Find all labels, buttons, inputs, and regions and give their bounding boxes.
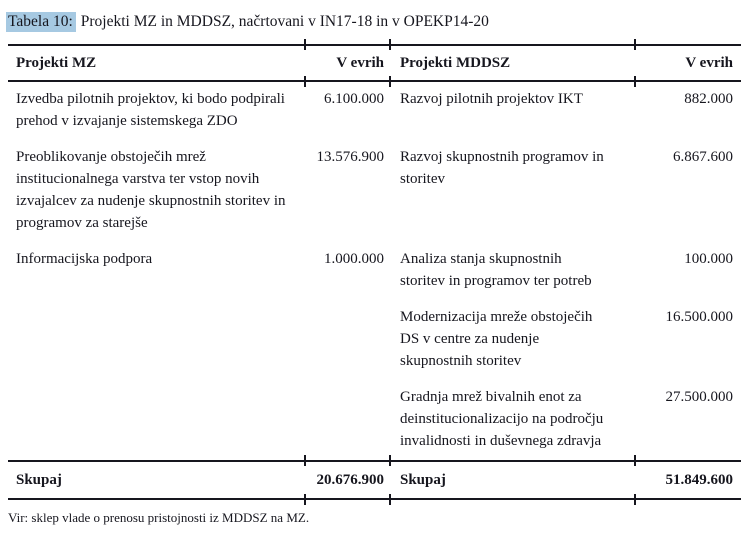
header-row	[8, 45, 741, 81]
cell-mddsz-value: 6.867.600	[673, 149, 733, 165]
table-body	[8, 81, 741, 461]
table-caption	[6, 8, 741, 44]
cell-mz-project: Preoblikovanje obstoječih mrež institucionalnega varstva ter vstop novih izvajalcev za nudenje skupnostnih storitev in programov za starejše	[16, 149, 286, 231]
column-header-projekti-mz: Projekti MZ	[8, 45, 305, 81]
table-row	[8, 140, 741, 242]
cell-mddsz-project: Gradnja mrež bivalnih enot za deinstitucionalizacijo na področju invalidnosti in duševnega zdravja	[400, 389, 604, 449]
table-caption-text: Projekti MZ in MDDSZ, načrtovani v IN17-18 in v OPEKP14-20	[80, 13, 489, 30]
cell-mddsz-value: 16.500.000	[665, 309, 733, 325]
cell-mz-value: 1.000.000	[324, 251, 384, 267]
table-footer	[8, 461, 741, 499]
source-note: Vir: sklep vlade o prenosu pristojnosti iz MDDSZ na MZ.	[8, 510, 310, 525]
column-header-v-evrih-mz: V evrih	[305, 45, 390, 81]
projects-table	[8, 44, 741, 500]
cell-mz-project	[8, 300, 305, 380]
cell-mddsz-value: 27.500.000	[665, 389, 733, 405]
cell-mz-project: Informacijska podpora	[16, 251, 153, 267]
cell-mz-value	[305, 300, 390, 380]
total-value-mddsz: 51.849.600	[635, 461, 741, 499]
total-value-mz: 20.676.900	[305, 461, 390, 499]
cell-mddsz-project: Razvoj skupnostnih programov in storitev	[400, 149, 604, 187]
cell-mz-value: 6.100.000	[324, 91, 384, 107]
cell-mddsz-value: 100.000	[684, 251, 733, 267]
column-header-v-evrih-mddsz: V evrih	[635, 45, 741, 81]
cell-mddsz-project: Modernizacija mreže obstoječih DS v centre za nudenje skupnostnih storitev	[400, 309, 593, 369]
cell-mz-value: 13.576.900	[316, 149, 384, 165]
table-row	[8, 380, 741, 461]
totals-row	[8, 461, 741, 499]
table-row	[8, 242, 741, 300]
cell-mddsz-project: Analiza stanja skupnostnih storitev in programov ter potreb	[400, 251, 592, 289]
cell-mddsz-value: 882.000	[684, 91, 733, 107]
total-label-mddsz: Skupaj	[390, 461, 635, 499]
cell-mz-project: Izvedba pilotnih projektov, ki bodo podpirali prehod v izvajanje sistemskega ZDO	[16, 91, 285, 129]
table-header	[8, 45, 741, 81]
cell-mz-value	[305, 380, 390, 461]
cell-mddsz-project: Razvoj pilotnih projektov IKT	[400, 91, 583, 107]
table-row	[8, 81, 741, 140]
table-caption-label: Tabela 10:	[6, 12, 76, 32]
column-header-projekti-mddsz: Projekti MDDSZ	[390, 45, 635, 81]
cell-mz-project	[8, 380, 305, 461]
table-row	[8, 300, 741, 380]
total-label-mz: Skupaj	[8, 461, 305, 499]
